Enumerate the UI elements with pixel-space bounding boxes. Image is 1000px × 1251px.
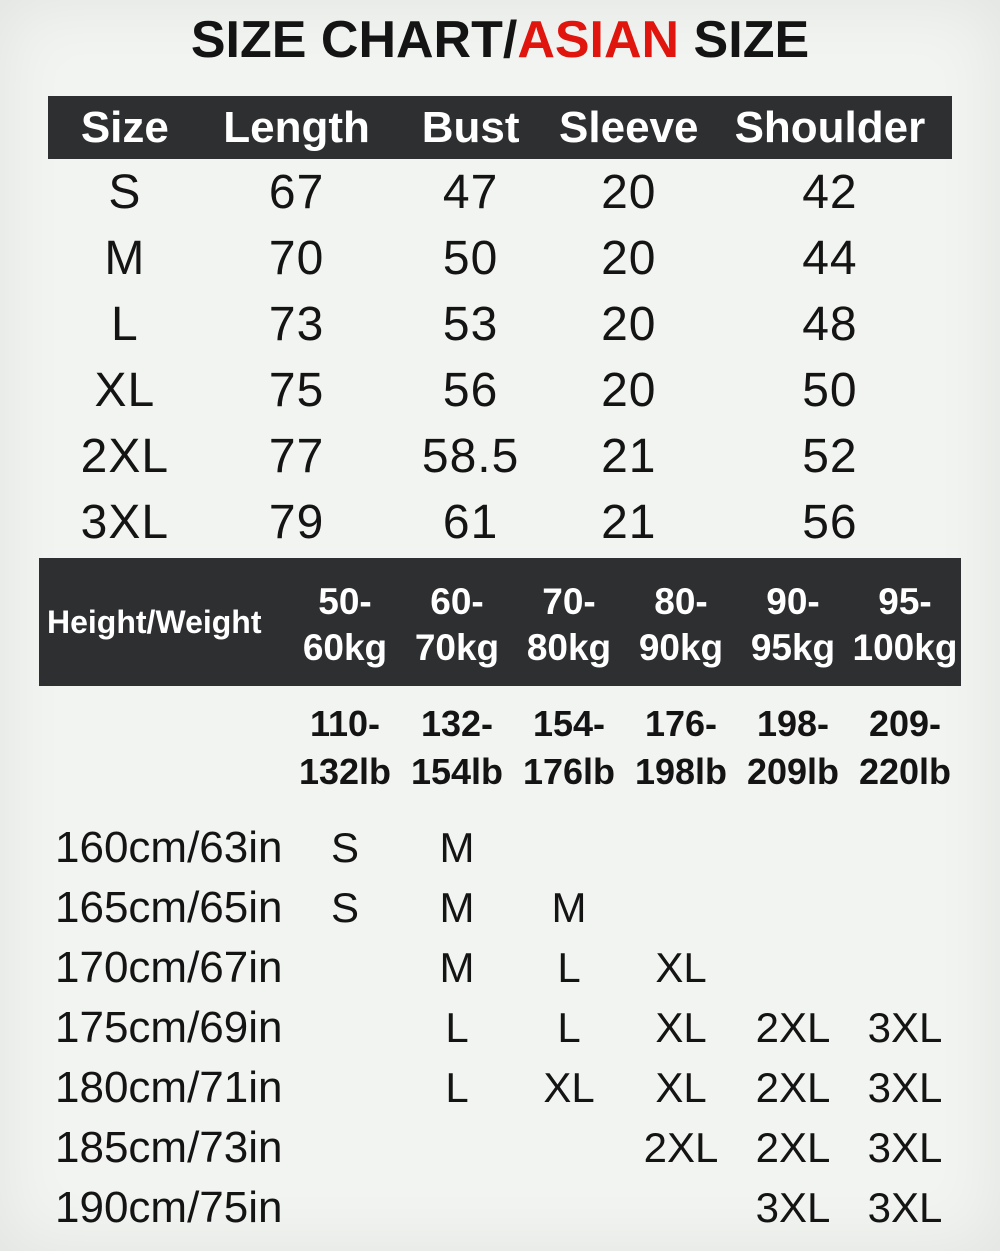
lb-range-bottom: 220lb	[858, 751, 952, 792]
sleeve-cell: 21	[601, 429, 657, 483]
kg-range-bottom: 95kg	[750, 627, 836, 668]
size-cell: XL	[94, 363, 156, 417]
kg-range-3	[513, 558, 625, 686]
shoulder-cell: 44	[802, 231, 858, 285]
table-row-3xl	[48, 489, 952, 555]
size-cell: 3XL	[80, 495, 170, 549]
kg-range-bottom: 80kg	[526, 627, 612, 668]
height-weight-label: Height/Weight	[47, 603, 262, 640]
lb-range-3	[513, 700, 625, 796]
sleeve-cell: 21	[601, 495, 657, 549]
sleeve-cell: 20	[601, 297, 657, 351]
rec-size-cell: 2XL	[755, 1004, 831, 1051]
rec-size-cell: S	[330, 884, 359, 931]
size-cell: L	[110, 297, 139, 351]
shoulder-cell: 52	[802, 429, 858, 483]
height-row-185	[39, 1118, 961, 1178]
table-row-l	[48, 291, 952, 357]
height-row-180	[39, 1058, 961, 1118]
bust-cell: 53	[442, 297, 499, 351]
kg-range-top: 80-	[654, 581, 708, 622]
kg-range-top: 50-	[318, 581, 372, 622]
rec-size-cell: L	[557, 1004, 581, 1051]
lb-range-5	[737, 700, 849, 796]
lb-range-2	[401, 700, 513, 796]
height-label: 165cm/65in	[55, 883, 283, 932]
rec-size-cell: S	[330, 824, 359, 871]
rec-size-cell: M	[439, 824, 475, 871]
table-row-2xl	[48, 423, 952, 489]
height-label: 170cm/67in	[55, 943, 283, 992]
kg-range-top: 60-	[430, 581, 484, 622]
rec-size-cell: 2XL	[755, 1124, 831, 1171]
bust-cell: 58.5	[421, 429, 520, 483]
length-cell: 79	[268, 495, 325, 549]
rec-size-cell: 3XL	[755, 1184, 831, 1231]
kg-range-6	[849, 558, 961, 686]
rec-size-cell: L	[557, 944, 581, 991]
bust-cell: 50	[442, 231, 499, 285]
rec-size-cell: 3XL	[867, 1124, 943, 1171]
title-right: SIZE	[679, 11, 810, 69]
table-row-s	[48, 159, 952, 225]
rec-size-cell: XL	[543, 1064, 595, 1111]
bust-cell: 47	[442, 165, 499, 219]
pound-row-spacer	[39, 700, 289, 796]
height-row-165	[39, 878, 961, 938]
column-header-length: Length	[223, 102, 370, 152]
height-label: 175cm/69in	[55, 1003, 283, 1052]
kg-range-top: 95-	[878, 581, 932, 622]
lb-range-top: 110-	[309, 703, 381, 744]
size-cell: 2XL	[80, 429, 170, 483]
lb-range-bottom: 154lb	[410, 751, 504, 792]
table-row-xl	[48, 357, 952, 423]
lb-range-top: 132-	[420, 703, 494, 744]
height-row-160	[39, 818, 961, 878]
lb-range-bottom: 209lb	[746, 751, 840, 792]
size-cell: S	[108, 165, 142, 219]
kg-range-1	[289, 558, 401, 686]
rec-size-cell: XL	[655, 1004, 707, 1051]
rec-size-cell: M	[439, 884, 475, 931]
rec-size-cell: 3XL	[867, 1004, 943, 1051]
height-row-170	[39, 938, 961, 998]
height-row-175	[39, 998, 961, 1058]
rec-size-cell: 3XL	[867, 1064, 943, 1111]
lb-range-6	[849, 700, 961, 796]
kg-range-top: 90-	[766, 581, 820, 622]
lb-range-bottom: 198lb	[634, 751, 728, 792]
length-cell: 75	[268, 363, 325, 417]
sleeve-cell: 20	[601, 363, 657, 417]
lb-range-4	[625, 700, 737, 796]
bust-cell: 56	[442, 363, 499, 417]
lb-range-1	[289, 700, 401, 796]
title-accent: ASIAN	[517, 11, 680, 69]
lb-range-bottom: 176lb	[522, 751, 616, 792]
sleeve-cell: 20	[601, 231, 657, 285]
shoulder-cell: 42	[802, 165, 858, 219]
bust-cell: 61	[442, 495, 499, 549]
lb-range-top: 176-	[644, 703, 718, 744]
size-table	[48, 96, 952, 555]
length-cell: 73	[268, 297, 325, 351]
kg-range-4	[625, 558, 737, 686]
rec-size-cell: XL	[655, 944, 707, 991]
column-header-size: Size	[80, 102, 169, 152]
height-label: 160cm/63in	[55, 823, 283, 872]
shoulder-cell: 48	[802, 297, 858, 351]
height-label: 185cm/73in	[55, 1123, 283, 1172]
height-weight-band	[39, 558, 961, 686]
table-row-m	[48, 225, 952, 291]
kg-range-5	[737, 558, 849, 686]
column-header-sleeve: Sleeve	[559, 102, 699, 152]
kg-range-2	[401, 558, 513, 686]
length-cell: 77	[268, 429, 325, 483]
height-row-190	[39, 1178, 961, 1238]
rec-size-cell: 2XL	[643, 1124, 719, 1171]
shoulder-cell: 56	[802, 495, 858, 549]
page-title	[0, 0, 1000, 68]
length-cell: 67	[268, 165, 325, 219]
kg-range-bottom: 90kg	[638, 627, 724, 668]
lb-range-top: 198-	[756, 703, 830, 744]
column-header-bust: Bust	[421, 102, 520, 152]
rec-size-cell: L	[445, 1004, 469, 1051]
lb-range-bottom: 132lb	[298, 751, 392, 792]
rec-size-cell: L	[445, 1064, 469, 1111]
kg-range-bottom: 70kg	[414, 627, 500, 668]
column-header-shoulder: Shoulder	[734, 102, 926, 152]
pound-range-row	[39, 700, 961, 796]
kg-range-bottom: 60kg	[302, 627, 388, 668]
rec-size-cell: XL	[655, 1064, 707, 1111]
shoulder-cell: 50	[802, 363, 858, 417]
title-left: SIZE CHART/	[190, 11, 518, 69]
size-table-header	[48, 96, 952, 159]
height-recommendation-grid	[39, 818, 961, 1238]
lb-range-top: 209-	[868, 703, 942, 744]
sleeve-cell: 20	[601, 165, 657, 219]
size-cell: M	[104, 231, 146, 285]
rec-size-cell: 3XL	[867, 1184, 943, 1231]
rec-size-cell: M	[439, 944, 475, 991]
lb-range-top: 154-	[532, 703, 606, 744]
kg-range-bottom: 100kg	[852, 627, 958, 668]
rec-size-cell: M	[551, 884, 587, 931]
rec-size-cell: 2XL	[755, 1064, 831, 1111]
height-label: 180cm/71in	[55, 1063, 283, 1112]
length-cell: 70	[268, 231, 325, 285]
kg-range-top: 70-	[542, 581, 596, 622]
height-label: 190cm/75in	[55, 1183, 283, 1232]
